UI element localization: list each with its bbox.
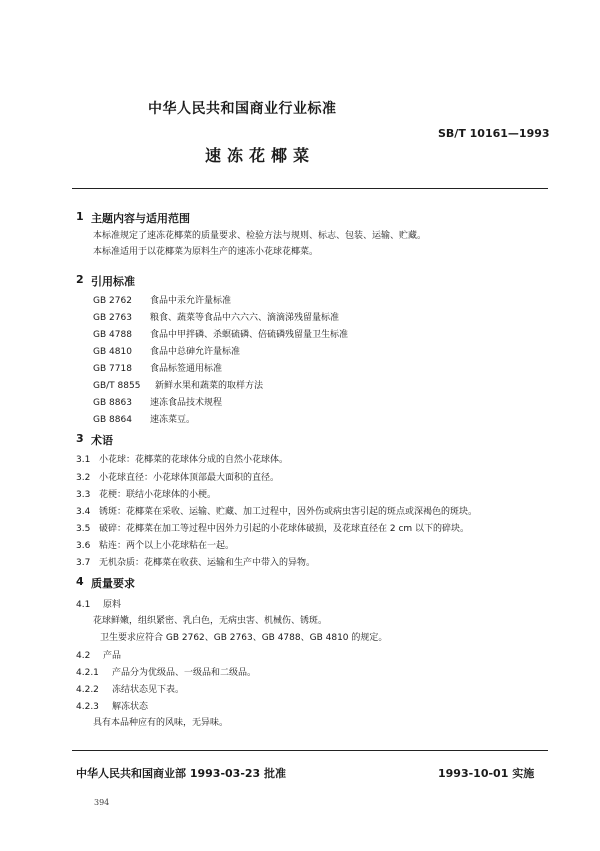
footer-divider [72, 750, 548, 751]
reference-item [93, 361, 222, 374]
section-1-paragraph: 本标准规定了速冻花椰菜的质量要求、检验方法与规则、标志、包装、运输、贮藏。 [93, 231, 427, 241]
term-number: 3.7 [76, 558, 91, 568]
term-text: 小花球：花椰菜的花球体分成的自然小花球体。 [99, 455, 289, 465]
reference-name: 食品中总砷允许量标准 [150, 347, 241, 357]
reference-item [93, 378, 263, 391]
section-3-title: 术语 [91, 434, 113, 447]
reference-name: 速冻食品技术规程 [150, 398, 223, 408]
reference-item [93, 327, 348, 340]
reference-code: GB 8863 [93, 398, 132, 408]
subsection-text: 产品分为优级品、一级品和二级品。 [112, 668, 257, 678]
reference-item [93, 412, 195, 425]
term-text: 无机杂质：花椰菜在收获、运输和生产中带入的异物。 [99, 558, 316, 568]
document-title: 速冻花椰菜 [205, 146, 316, 165]
subsection-heading [76, 648, 121, 661]
subsection-paragraph: 卫生要求应符合 GB 2762、GB 2763、GB 4788、GB 4810 的规定。 [100, 633, 388, 643]
subsection-item [76, 665, 256, 678]
subsection-heading [76, 597, 121, 610]
term-item [76, 470, 279, 483]
subsection-number: 4.2.2 [76, 685, 99, 695]
term-text: 小花球直径：小花球体顶部最大面积的直径。 [99, 473, 280, 483]
subsection-number: 4.2.1 [76, 668, 99, 678]
section-1-number: 1 [76, 210, 84, 223]
subsection-number: 4.1 [76, 600, 91, 610]
term-number: 3.4 [76, 507, 91, 517]
reference-code: GB 2763 [93, 313, 132, 323]
term-number: 3.5 [76, 524, 91, 534]
subsection-item [76, 699, 148, 712]
page-number: 394 [94, 798, 110, 807]
reference-name: 速冻菜豆。 [150, 415, 196, 425]
term-number: 3.6 [76, 541, 91, 551]
term-number: 3.3 [76, 490, 91, 500]
header-divider [72, 188, 548, 189]
section-2-number: 2 [76, 273, 84, 286]
subsection-number: 4.2 [76, 651, 91, 661]
subsection-paragraph: 具有本品种应有的风味，无异味。 [93, 718, 229, 728]
section-4-title: 质量要求 [91, 577, 135, 590]
term-number: 3.2 [76, 473, 91, 483]
subsection-paragraph: 花球鲜嫩，组织紧密、乳白色，无病虫害、机械伤、锈斑。 [93, 616, 328, 626]
reference-item [93, 344, 240, 357]
subsection-text: 解冻状态 [112, 702, 149, 712]
approval-note: 中华人民共和国商业部 1993-03-23 批准 [76, 767, 287, 780]
term-text: 粘连：两个以上小花球粘在一起。 [99, 541, 235, 551]
subsection-title: 产品 [103, 651, 122, 661]
term-item [76, 555, 315, 568]
term-text: 锈斑：花椰菜在采收、运输、贮藏、加工过程中，因外伤或病虫害引起的斑点或深褐色的斑块。 [99, 507, 478, 517]
section-3-number: 3 [76, 432, 84, 445]
reference-item [93, 395, 222, 408]
reference-name: 新鲜水果和蔬菜的取样方法 [155, 381, 264, 391]
subsection-number: 4.2.3 [76, 702, 99, 712]
reference-name: 食品中甲拌磷、杀螟硫磷、倍硫磷残留量卫生标准 [150, 330, 349, 340]
reference-name: 食品中汞允许量标准 [150, 296, 232, 306]
term-item [76, 452, 288, 465]
reference-code: GB 7718 [93, 364, 132, 374]
reference-name: 食品标签通用标准 [150, 364, 223, 374]
reference-code: GB 2762 [93, 296, 132, 306]
reference-code: GB 4810 [93, 347, 132, 357]
standard-category-title: 中华人民共和国商业行业标准 [148, 101, 337, 117]
subsection-item [76, 682, 184, 695]
reference-item [93, 293, 231, 306]
term-item [76, 538, 234, 551]
implementation-date: 1993-10-01 实施 [438, 767, 535, 780]
subsection-title: 原料 [103, 600, 122, 610]
reference-code: GB 8864 [93, 415, 132, 425]
reference-code: GB 4788 [93, 330, 132, 340]
section-2-title: 引用标准 [91, 275, 135, 288]
term-item [76, 504, 477, 517]
term-text: 花梗：联结小花球体的小梗。 [99, 490, 217, 500]
reference-item [93, 310, 339, 323]
reference-code: GB/T 8855 [93, 381, 141, 391]
reference-name: 粮食、蔬菜等食品中六六六、滴滴涕残留量标准 [150, 313, 340, 323]
section-1-title: 主题内容与适用范围 [91, 212, 190, 225]
term-item [76, 521, 469, 534]
term-number: 3.1 [76, 455, 91, 465]
subsection-text: 冻结状态见下表。 [112, 685, 185, 695]
section-4-number: 4 [76, 575, 84, 588]
section-1-paragraph: 本标准适用于以花椰菜为原料生产的速冻小花球花椰菜。 [93, 247, 319, 257]
term-text: 破碎：花椰菜在加工等过程中因外力引起的小花球体破损，及花球直径在 2 cm 以下的碎块。 [99, 524, 470, 534]
standard-code: SB/T 10161—1993 [438, 127, 550, 140]
term-item [76, 487, 216, 500]
